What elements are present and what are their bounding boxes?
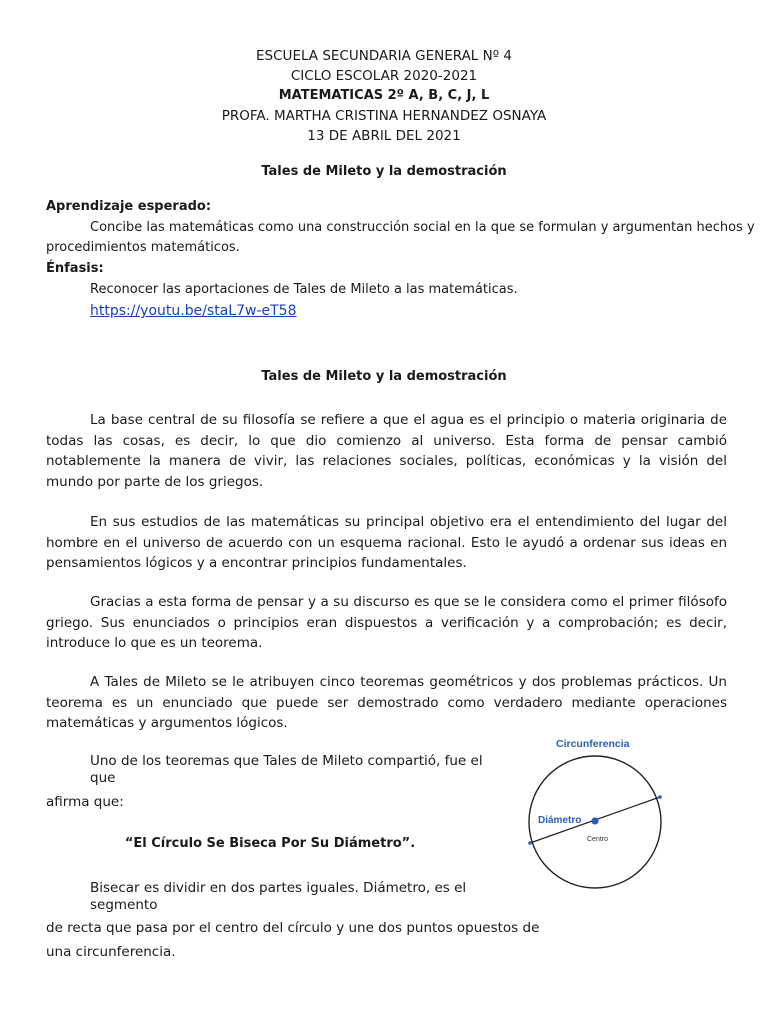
center-point [591,817,598,824]
document-date: 13 DE ABRIL DEL 2021 [307,128,461,144]
section-title: Tales de Mileto y la demostración [261,369,507,384]
paragraph-philosopher: Gracias a esta forma de pensar y a su discurso es que se le considera como el primer filósofo griego. Sus enunciados o principios eran dispuestos a verificación y a comprobación; es decir, introduce lo que es un teorema. [46,594,727,651]
learning-text-line2: procedimientos matemáticos. [46,240,240,255]
diameter-label: Diámetro [538,815,582,826]
center-label: Centro [587,836,609,843]
video-link[interactable]: https://youtu.be/staL7w-eT58 [90,303,297,319]
teacher-name: PROFA. MARTHA CRISTINA HERNANDEZ OSNAYA [221,108,547,124]
school-name: ESCUELA SECUNDARIA GENERAL Nº 4 [256,48,512,64]
theorem-quote: “El Círculo Se Biseca Por Su Diámetro”. [124,836,416,851]
theorem-line3: afirma que: [46,794,124,810]
subject-line: MATEMATICAS 2º A, B, C, J, L [278,88,490,103]
paragraph-mathematics: En sus estudios de las matemáticas su principal objetivo era el entendimiento del lugar del hombre en el universo de acuerdo con un esquema racional. Esto le ayudó a ordenar sus ideas en pensamientos lógicos y a encontrar principios fundamentales. [46,514,727,571]
definition-line4: una circunferencia. [46,944,176,960]
circle-diagram [520,730,670,900]
learning-label: Aprendizaje esperado: [46,199,212,214]
emphasis-text: Reconocer las aportaciones de Tales de Mileto a las matemáticas. [90,282,518,297]
diameter-endpoint-right [658,795,662,799]
paragraph-water: La base central de su filosofía se refiere a que el agua es el principio o materia originaria de todas las cosas, es decir, lo que dio comienzo al universo. Esta forma de pensar cambió notablemente la manera de vivir, las relaciones sociales, políticas, económicas y la visión del mundo por parte de los griegos. [46,412,727,490]
circle-title: Circunferencia [556,738,630,750]
definition-line1: Bisecar es dividir en dos partes iguales. Diámetro, es el [90,880,467,896]
theorem-line1: Uno de los teoremas que Tales de Mileto compartió, fue el [90,753,483,769]
school-cycle: CICLO ESCOLAR 2020-2021 [290,68,478,84]
learning-text-line1: Concibe las matemáticas como una construcción social en la que se formulan y argumentan hechos y [90,220,755,235]
diameter-endpoint-left [528,841,532,845]
definition-line2: segmento [90,897,158,913]
theorem-line2: que [90,770,116,786]
page-title: Tales de Mileto y la demostración [261,164,507,179]
paragraph-theorems: A Tales de Mileto se le atribuyen cinco teoremas geométricos y dos problemas prácticos. Un teorema es un enunciado que puede ser demostrado como verdadero mediante operaciones matemáticas y argumentos lógicos. [46,674,727,731]
emphasis-label: Énfasis: [46,261,104,276]
definition-line3: de recta que pasa por el centro del círculo y une dos puntos opuestos de [46,920,540,936]
